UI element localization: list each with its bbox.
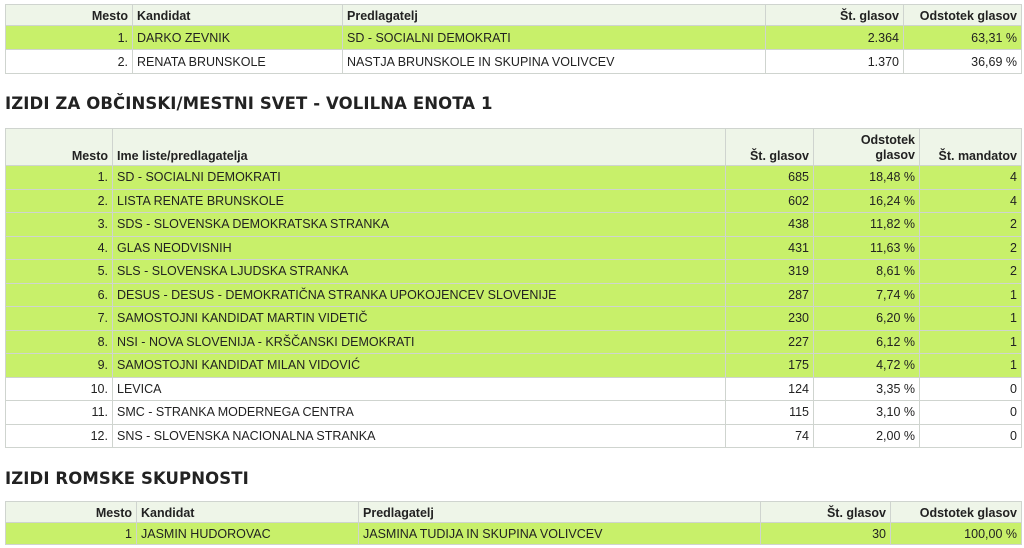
votes-cell: 74 xyxy=(726,424,814,448)
col-percent: Odstotek glasov xyxy=(904,5,1022,26)
col-rank: Mesto xyxy=(6,129,113,166)
percent-cell: 3,35 % xyxy=(814,377,920,401)
mayor-results-table xyxy=(5,4,1022,74)
table-row xyxy=(6,523,1022,545)
rank-cell: 7. xyxy=(6,307,113,331)
col-candidate: Kandidat xyxy=(133,5,343,26)
percent-cell: 6,20 % xyxy=(814,307,920,331)
votes-cell: 115 xyxy=(726,401,814,425)
table-row xyxy=(6,330,1022,354)
candidate-cell: JASMIN HUDOROVAC xyxy=(137,523,359,545)
table-row xyxy=(6,166,1022,190)
percent-cell: 36,69 % xyxy=(904,50,1022,74)
percent-cell: 6,12 % xyxy=(814,330,920,354)
rank-cell: 11. xyxy=(6,401,113,425)
col-proposer: Predlagatelj xyxy=(359,502,761,523)
votes-cell: 438 xyxy=(726,213,814,237)
percent-cell: 11,63 % xyxy=(814,236,920,260)
rank-cell: 10. xyxy=(6,377,113,401)
rank-cell: 1. xyxy=(6,26,133,50)
votes-cell: 431 xyxy=(726,236,814,260)
rank-cell: 1. xyxy=(6,166,113,190)
table-row xyxy=(6,50,1022,74)
seats-cell: 0 xyxy=(920,424,1022,448)
col-rank: Mesto xyxy=(6,5,133,26)
percent-cell: 18,48 % xyxy=(814,166,920,190)
list-name-cell: DESUS - DESUS - DEMOKRATIČNA STRANKA UPOKOJENCEV SLOVENIJE xyxy=(113,283,726,307)
col-votes: Št. glasov xyxy=(726,129,814,166)
table-row xyxy=(6,307,1022,331)
proposer-cell: JASMINA TUDIJA IN SKUPINA VOLIVCEV xyxy=(359,523,761,545)
proposer-cell: SD - SOCIALNI DEMOKRATI xyxy=(343,26,766,50)
rank-cell: 2. xyxy=(6,50,133,74)
seats-cell: 1 xyxy=(920,330,1022,354)
seats-cell: 1 xyxy=(920,307,1022,331)
rank-cell: 8. xyxy=(6,330,113,354)
roma-header-row xyxy=(6,502,1022,523)
col-percent-line2: glasov xyxy=(875,148,915,162)
percent-cell: 7,74 % xyxy=(814,283,920,307)
table-row xyxy=(6,236,1022,260)
table-row xyxy=(6,189,1022,213)
rank-cell: 6. xyxy=(6,283,113,307)
col-votes: Št. glasov xyxy=(766,5,904,26)
seats-cell: 0 xyxy=(920,401,1022,425)
rank-cell: 4. xyxy=(6,236,113,260)
list-name-cell: SD - SOCIALNI DEMOKRATI xyxy=(113,166,726,190)
col-candidate: Kandidat xyxy=(137,502,359,523)
col-rank: Mesto xyxy=(6,502,137,523)
table-row xyxy=(6,260,1022,284)
percent-cell: 3,10 % xyxy=(814,401,920,425)
rank-cell: 2. xyxy=(6,189,113,213)
list-name-cell: SMC - STRANKA MODERNEGA CENTRA xyxy=(113,401,726,425)
table-row xyxy=(6,401,1022,425)
proposer-cell: NASTJA BRUNSKOLE IN SKUPINA VOLIVCEV xyxy=(343,50,766,74)
percent-cell: 16,24 % xyxy=(814,189,920,213)
votes-cell: 227 xyxy=(726,330,814,354)
table-row xyxy=(6,26,1022,50)
list-name-cell: LISTA RENATE BRUNSKOLE xyxy=(113,189,726,213)
table-row xyxy=(6,354,1022,378)
col-list-name: Ime liste/predlagatelja xyxy=(113,129,726,166)
roma-results-table xyxy=(5,501,1022,545)
seats-cell: 2 xyxy=(920,213,1022,237)
col-percent xyxy=(814,129,920,166)
list-name-cell: SDS - SLOVENSKA DEMOKRATSKA STRANKA xyxy=(113,213,726,237)
percent-cell: 63,31 % xyxy=(904,26,1022,50)
rank-cell: 12. xyxy=(6,424,113,448)
col-percent-line1: Odstotek xyxy=(860,133,915,147)
list-name-cell: GLAS NEODVISNIH xyxy=(113,236,726,260)
votes-cell: 30 xyxy=(761,523,891,545)
col-percent: Odstotek glasov xyxy=(891,502,1022,523)
votes-cell: 2.364 xyxy=(766,26,904,50)
seats-cell: 1 xyxy=(920,283,1022,307)
seats-cell: 4 xyxy=(920,166,1022,190)
votes-cell: 124 xyxy=(726,377,814,401)
council-header-row xyxy=(6,129,1022,166)
votes-cell: 287 xyxy=(726,283,814,307)
table-row xyxy=(6,213,1022,237)
list-name-cell: SNS - SLOVENSKA NACIONALNA STRANKA xyxy=(113,424,726,448)
percent-cell: 4,72 % xyxy=(814,354,920,378)
roma-section-title: IZIDI ROMSKE SKUPNOSTI xyxy=(5,469,249,488)
table-row xyxy=(6,283,1022,307)
seats-cell: 0 xyxy=(920,377,1022,401)
seats-cell: 2 xyxy=(920,260,1022,284)
table-row xyxy=(6,424,1022,448)
percent-cell: 11,82 % xyxy=(814,213,920,237)
list-name-cell: NSI - NOVA SLOVENIJA - KRŠČANSKI DEMOKRATI xyxy=(113,330,726,354)
votes-cell: 175 xyxy=(726,354,814,378)
col-proposer: Predlagatelj xyxy=(343,5,766,26)
rank-cell: 3. xyxy=(6,213,113,237)
council-section-title: IZIDI ZA OBČINSKI/MESTNI SVET - VOLILNA ENOTA 1 xyxy=(5,94,493,113)
percent-cell: 8,61 % xyxy=(814,260,920,284)
list-name-cell: SLS - SLOVENSKA LJUDSKA STRANKA xyxy=(113,260,726,284)
col-votes: Št. glasov xyxy=(761,502,891,523)
candidate-cell: DARKO ZEVNIK xyxy=(133,26,343,50)
seats-cell: 4 xyxy=(920,189,1022,213)
table-row xyxy=(6,377,1022,401)
mayor-header-row xyxy=(6,5,1022,26)
list-name-cell: LEVICA xyxy=(113,377,726,401)
seats-cell: 1 xyxy=(920,354,1022,378)
council-results-table xyxy=(5,128,1022,448)
votes-cell: 1.370 xyxy=(766,50,904,74)
seats-cell: 2 xyxy=(920,236,1022,260)
col-seats: Št. mandatov xyxy=(920,129,1022,166)
votes-cell: 230 xyxy=(726,307,814,331)
candidate-cell: RENATA BRUNSKOLE xyxy=(133,50,343,74)
percent-cell: 2,00 % xyxy=(814,424,920,448)
votes-cell: 602 xyxy=(726,189,814,213)
percent-cell: 100,00 % xyxy=(891,523,1022,545)
votes-cell: 685 xyxy=(726,166,814,190)
rank-cell: 9. xyxy=(6,354,113,378)
list-name-cell: SAMOSTOJNI KANDIDAT MILAN VIDOVIĆ xyxy=(113,354,726,378)
rank-cell: 5. xyxy=(6,260,113,284)
rank-cell: 1 xyxy=(6,523,137,545)
votes-cell: 319 xyxy=(726,260,814,284)
list-name-cell: SAMOSTOJNI KANDIDAT MARTIN VIDETIČ xyxy=(113,307,726,331)
